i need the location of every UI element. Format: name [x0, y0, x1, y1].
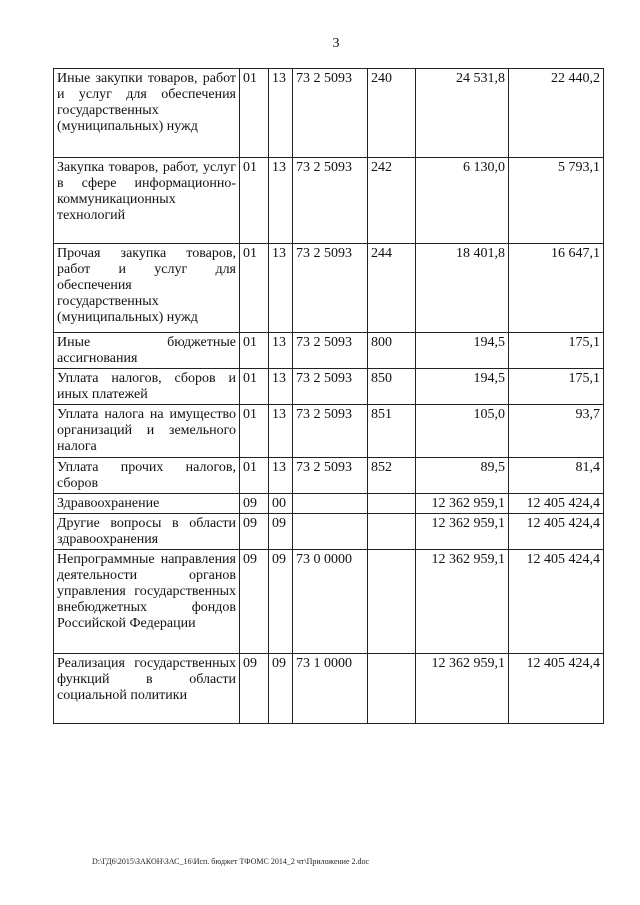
row-sum-1: 12 362 959,1: [416, 514, 509, 550]
table-row: [54, 69, 604, 158]
table-row: [54, 369, 604, 405]
row-sum-1: 18 401,8: [416, 244, 509, 333]
row-section: 09: [240, 654, 269, 724]
row-section: 09: [240, 494, 269, 514]
row-subsection: 09: [269, 514, 293, 550]
row-sum-2: 175,1: [509, 333, 604, 369]
table-row: [54, 550, 604, 654]
row-expense-type: [368, 654, 416, 724]
row-name: Непрограммные направления деятельности органов управления государственных внебюджетных фондов Российской Федерации: [54, 550, 240, 654]
row-subsection: 13: [269, 69, 293, 158]
row-target-article: 73 0 0000: [293, 550, 368, 654]
row-sum-2: 93,7: [509, 405, 604, 458]
row-subsection: 13: [269, 405, 293, 458]
row-sum-1: 24 531,8: [416, 69, 509, 158]
row-name: Уплата прочих налогов, сборов: [54, 458, 240, 494]
row-name: Прочая закупка товаров, работ и услуг для обеспечения государственных (муниципальных) нужд: [54, 244, 240, 333]
row-expense-type: [368, 494, 416, 514]
row-subsection: 13: [269, 244, 293, 333]
budget-table: [53, 68, 604, 724]
row-target-article: 73 2 5093: [293, 369, 368, 405]
row-target-article: 73 2 5093: [293, 405, 368, 458]
row-sum-2: 12 405 424,4: [509, 514, 604, 550]
row-name: Иные бюджетные ассигнования: [54, 333, 240, 369]
row-target-article: 73 1 0000: [293, 654, 368, 724]
row-target-article: [293, 494, 368, 514]
table-row: [54, 405, 604, 458]
row-target-article: 73 2 5093: [293, 69, 368, 158]
row-section: 01: [240, 405, 269, 458]
row-name: Уплата налога на имущество организаций и земельного налога: [54, 405, 240, 458]
row-sum-1: 12 362 959,1: [416, 494, 509, 514]
row-sum-1: 194,5: [416, 369, 509, 405]
row-name: Закупка товаров, работ, услуг в сфере информационно-коммуникационных технологий: [54, 158, 240, 244]
row-section: 09: [240, 514, 269, 550]
table-row: [54, 514, 604, 550]
row-subsection: 09: [269, 550, 293, 654]
footer-file-path: D:\ГД6\2015\ЗАКОН\ЗАС_16\Исп. бюджет ТФОМС 2014_2 чт\Приложение 2.doc: [92, 857, 370, 866]
row-subsection: 13: [269, 333, 293, 369]
row-subsection: 13: [269, 458, 293, 494]
row-target-article: [293, 514, 368, 550]
row-target-article: 73 2 5093: [293, 158, 368, 244]
row-sum-1: 194,5: [416, 333, 509, 369]
table-row: [54, 244, 604, 333]
table-row: [54, 654, 604, 724]
row-sum-2: 22 440,2: [509, 69, 604, 158]
row-target-article: 73 2 5093: [293, 244, 368, 333]
row-name: Здравоохранение: [54, 494, 240, 514]
row-sum-1: 105,0: [416, 405, 509, 458]
row-name: Иные закупки товаров, работ и услуг для обеспечения государственных (муниципальных) нужд: [54, 69, 240, 158]
row-expense-type: 240: [368, 69, 416, 158]
row-sum-1: 12 362 959,1: [416, 654, 509, 724]
table-row: [54, 158, 604, 244]
row-sum-2: 81,4: [509, 458, 604, 494]
row-sum-2: 5 793,1: [509, 158, 604, 244]
row-section: 09: [240, 550, 269, 654]
page-number: 3: [332, 36, 340, 51]
row-expense-type: 800: [368, 333, 416, 369]
row-section: 01: [240, 458, 269, 494]
table-row: [54, 494, 604, 514]
row-expense-type: 850: [368, 369, 416, 405]
row-subsection: 13: [269, 158, 293, 244]
row-sum-2: 16 647,1: [509, 244, 604, 333]
row-section: 01: [240, 369, 269, 405]
row-name: Другие вопросы в области здравоохранения: [54, 514, 240, 550]
row-expense-type: 851: [368, 405, 416, 458]
row-name: Реализация государственных функций в области социальной политики: [54, 654, 240, 724]
row-sum-1: 89,5: [416, 458, 509, 494]
row-sum-2: 12 405 424,4: [509, 494, 604, 514]
row-expense-type: 852: [368, 458, 416, 494]
row-subsection: 09: [269, 654, 293, 724]
row-subsection: 13: [269, 369, 293, 405]
row-section: 01: [240, 333, 269, 369]
row-expense-type: [368, 550, 416, 654]
row-sum-1: 12 362 959,1: [416, 550, 509, 654]
row-expense-type: 242: [368, 158, 416, 244]
row-sum-1: 6 130,0: [416, 158, 509, 244]
row-sum-2: 12 405 424,4: [509, 550, 604, 654]
row-subsection: 00: [269, 494, 293, 514]
row-section: 01: [240, 244, 269, 333]
table-row: [54, 333, 604, 369]
row-sum-2: 12 405 424,4: [509, 654, 604, 724]
row-expense-type: 244: [368, 244, 416, 333]
row-target-article: 73 2 5093: [293, 458, 368, 494]
row-expense-type: [368, 514, 416, 550]
row-section: 01: [240, 158, 269, 244]
row-section: 01: [240, 69, 269, 158]
row-name: Уплата налогов, сборов и иных платежей: [54, 369, 240, 405]
row-target-article: 73 2 5093: [293, 333, 368, 369]
table-row: [54, 458, 604, 494]
row-sum-2: 175,1: [509, 369, 604, 405]
